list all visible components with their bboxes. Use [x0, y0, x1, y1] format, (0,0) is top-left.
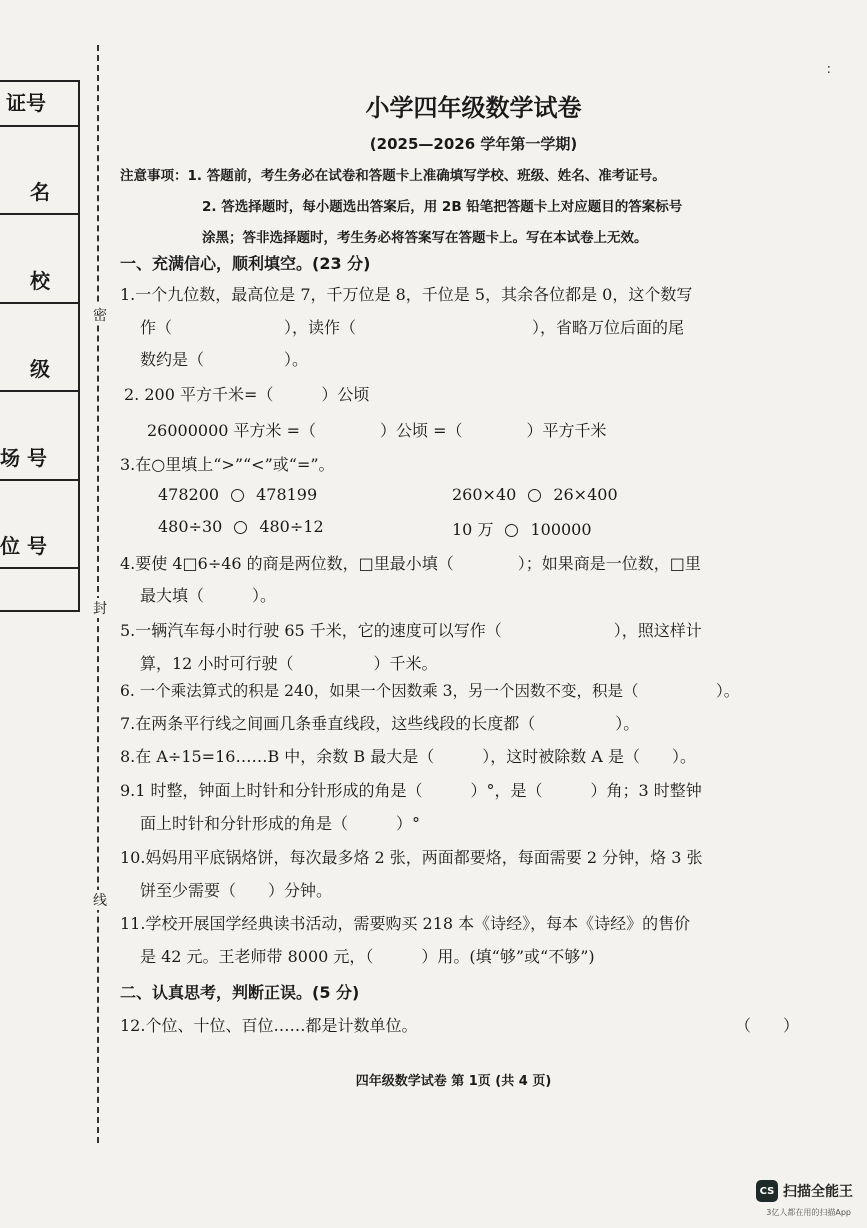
q1-line-3: 数约是（ ）。: [140, 350, 309, 369]
info-seat-label: 位 号: [0, 534, 47, 558]
section-1-heading: 一、充满信心，顺利填空。(23 分): [120, 254, 371, 273]
binding-char-xian: 线: [93, 890, 107, 910]
info-divider: [0, 125, 80, 127]
q5-line-2: 算，12 小时可行驶（ ）千米。: [140, 654, 438, 673]
q3-item-2: [452, 485, 618, 504]
q3-item-1: [158, 485, 317, 504]
q10-line-1: 10.妈妈用平底锅烙饼，每次最多烙 2 张，两面都要烙，每面需要 2 分钟，烙 3 张: [120, 848, 703, 867]
note-line-3: 涂黑；答非选择题时，考生务必将答案写在答题卡上。写在本试卷上无效。: [202, 230, 648, 246]
q7: 7.在两条平行线之间画几条垂直线段，这些线段的长度都（ ）。: [120, 714, 640, 733]
q2-line-1: 2. 200 平方千米=（ ）公顷: [124, 385, 370, 404]
q3-item-right: 100000: [530, 520, 592, 539]
answer-circle-icon[interactable]: [505, 524, 518, 537]
info-class-label: 级: [30, 357, 50, 381]
q9-line-1: 9.1 时整，钟面上时针和分针形成的角是（ ）°，是（ ）角；3 时整钟: [120, 781, 702, 800]
cs-logo-icon: CS: [756, 1180, 778, 1202]
info-divider: [0, 213, 80, 215]
q3-item-right: 478199: [256, 485, 318, 504]
q4-line-2: 最大填（ ）。: [140, 586, 277, 605]
exam-title: 小学四年级数学试卷: [365, 94, 582, 122]
scanner-watermark: [756, 1180, 853, 1202]
answer-circle-icon[interactable]: [231, 489, 244, 502]
edge-mark: :: [826, 62, 831, 77]
q5-line-1: 5.一辆汽车每小时行驶 65 千米，它的速度可以写作（ ），照这样计: [120, 621, 702, 640]
note-line-2: 2. 答选择题时，每小题选出答案后，用 2B 铅笔把答题卡上对应题目的答案标号: [202, 199, 683, 215]
binding-char-feng: 封: [93, 598, 107, 618]
q8: 8.在 A÷15=16……B 中，余数 B 最大是（ ），这时被除数 A 是（ ）。: [120, 747, 696, 766]
q4-line-1: 4.要使 4□6÷46 的商是两位数，□里最小填（ ）；如果商是一位数，□里: [120, 554, 701, 573]
info-room-label: 场 号: [0, 446, 47, 470]
info-school-label: 校: [30, 269, 50, 293]
info-exam-number-label: 证号: [6, 91, 46, 115]
q1-line-1: 1.一个九位数，最高位是 7，千万位是 8，千位是 5，其余各位都是 0，这个数写: [120, 285, 693, 304]
answer-circle-icon[interactable]: [234, 521, 247, 534]
q9-line-2: 面上时针和分针形成的角是（ ）°: [140, 814, 421, 833]
q3-item-left: 10 万: [452, 520, 494, 539]
binding-line: [97, 45, 99, 1143]
exam-subtitle: (2025—2026 学年第一学期): [369, 135, 578, 153]
q3-item-right: 480÷12: [259, 517, 324, 536]
q3-item-left: 478200: [158, 485, 220, 504]
info-divider: [0, 479, 80, 481]
candidate-info-table: [0, 80, 80, 612]
q10-line-2: 饼至少需要（ ）分钟。: [140, 881, 333, 900]
info-name-label: 名: [30, 180, 50, 204]
q12-answer-paren[interactable]: （ ）: [735, 1016, 800, 1035]
info-divider: [0, 567, 80, 569]
q3-item-left: 260×40: [452, 485, 517, 504]
info-divider: [0, 302, 80, 304]
page-footer: 四年级数学试卷 第 1页 (共 4 页): [355, 1074, 552, 1089]
watermark-subtext: 3亿人都在用的扫描App: [766, 1208, 851, 1217]
watermark-text: 扫描全能王: [783, 1184, 853, 1200]
info-divider: [0, 390, 80, 392]
answer-circle-icon[interactable]: [528, 489, 541, 502]
q3-item-right: 26×400: [553, 485, 618, 504]
q11-line-2: 是 42 元。王老师带 8000 元，（ ）用。(填“够”或“不够”): [140, 947, 595, 966]
binding-char-mi: 密: [93, 305, 107, 325]
q11-line-1: 11.学校开展国学经典读书活动，需要购买 218 本《诗经》，每本《诗经》的售价: [120, 914, 691, 933]
q3-item-4: [452, 517, 592, 540]
q2-line-2: 26000000 平方米 =（ ）公顷 =（ ）平方千米: [147, 421, 607, 440]
q12: 12.个位、十位、百位……都是计数单位。: [120, 1016, 418, 1035]
section-2-heading: 二、认真思考，判断正误。(5 分): [120, 983, 360, 1002]
q3-item-left: 480÷30: [158, 517, 223, 536]
q6: 6. 一个乘法算式的积是 240，如果一个因数乘 3，另一个因数不变，积是（ ）。: [120, 682, 740, 700]
note-line-1: 注意事项：1. 答题前，考生务必在试卷和答题卡上准确填写学校、班级、姓名、准考证号。: [120, 168, 666, 184]
q3-title: 3.在○里填上“>”“<”或“=”。: [120, 455, 335, 474]
q1-line-2: 作（ ），读作（ ），省略万位后面的尾: [140, 318, 685, 337]
q3-item-3: [158, 517, 324, 536]
